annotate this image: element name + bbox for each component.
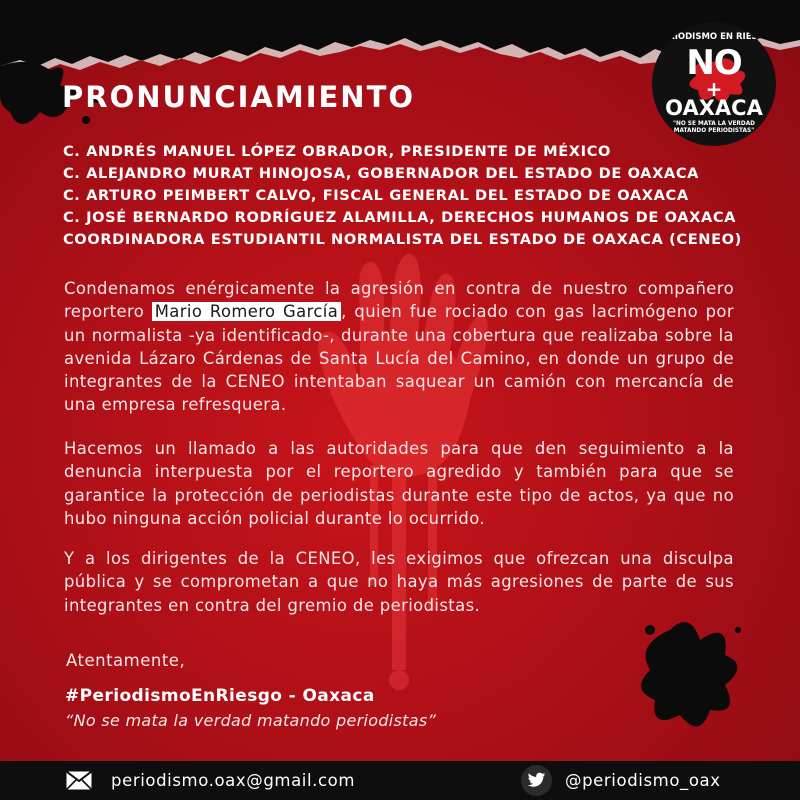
paragraph-demand: Y a los dirigentes de la CENEO, les exigimos que ofrezcan una disculpa pública y se comprometan a que no haya más agresiones de parte de sus integrantes en contra del gremio de periodistas. [64, 549, 734, 615]
logo-no-text: NO [686, 43, 742, 83]
recipients-list [63, 141, 742, 251]
hashtag-text: #PeriodismoEnRiesgo - Oaxaca [65, 686, 375, 706]
twitter-bird-icon [527, 772, 546, 789]
periodismo-en-riesgo-logo [652, 22, 776, 146]
paragraph-call-to-authorities: Hacemos un llamado a las autoridades para que den seguimiento a la denuncia interpuesta por el reportero agredido y también para que se garantice la protección de periodistas durante este tipo de actos, ya que no hubo ninguna acción policial durante lo ocurrido. [64, 439, 734, 528]
page-title: PRONUNCIAMIENTO [62, 80, 416, 114]
recipient-item: C. ANDRÉS MANUEL LÓPEZ OBRADOR, PRESIDENTE DE MÉXICO [63, 143, 612, 160]
recipient-item: C. ARTURO PEIMBERT CALVO, FISCAL GENERAL DEL ESTADO DE OAXACA [63, 187, 689, 204]
logo-subtitle: "NO SE MATA LA VERDAD MATANDO PERIODISTAS" [672, 121, 755, 134]
twitter-badge[interactable] [521, 765, 552, 796]
logo-plus-text: + [705, 77, 723, 101]
paragraph-text: , quien fue rociado con gas lacrimógeno por un normalista -ya identificado-, durante una cobertura que realizaba sobre la avenida Lázaro Cárdenas de Santa Lucía del Camino, en donde un grupo de integrantes de la CENEO intentaban saquear un camión con mercancía de una empresa refresquera. [64, 302, 734, 415]
slogan-text: “No se mata la verdad matando periodistas” [65, 711, 437, 730]
highlighted-reporter-name: Mario Romero García [152, 302, 341, 321]
ink-splat-bottom-right [630, 610, 750, 740]
paragraph-text: Condenamos enérgicamente la agresión en contra de nuestro compañero reportero [64, 279, 734, 322]
closing-text: Atentamente, [66, 651, 186, 670]
logo-place-text: OAXACA [665, 96, 763, 120]
recipient-item: C. ALEJANDRO MURAT HINOJOSA, GOBERNADOR DEL ESTADO DE OAXACA [63, 165, 700, 182]
footer-bar [0, 761, 800, 800]
envelope-icon [66, 771, 92, 790]
recipient-item: C. JOSÉ BERNARDO RODRÍGUEZ ALAMILLA, DERECHOS HUMANOS DE OAXACA [63, 209, 737, 226]
twitter-handle[interactable]: @periodismo_oax [565, 771, 721, 790]
recipient-item: COORDINADORA ESTUDIANTIL NORMALISTA DEL ESTADO DE OAXACA (CENEO) [63, 231, 742, 248]
paragraph-condemnation [64, 277, 734, 417]
contact-email[interactable]: periodismo.oax@gmail.com [111, 771, 356, 790]
logo-top-text: PERIODISMO EN RIESGO [656, 32, 772, 42]
